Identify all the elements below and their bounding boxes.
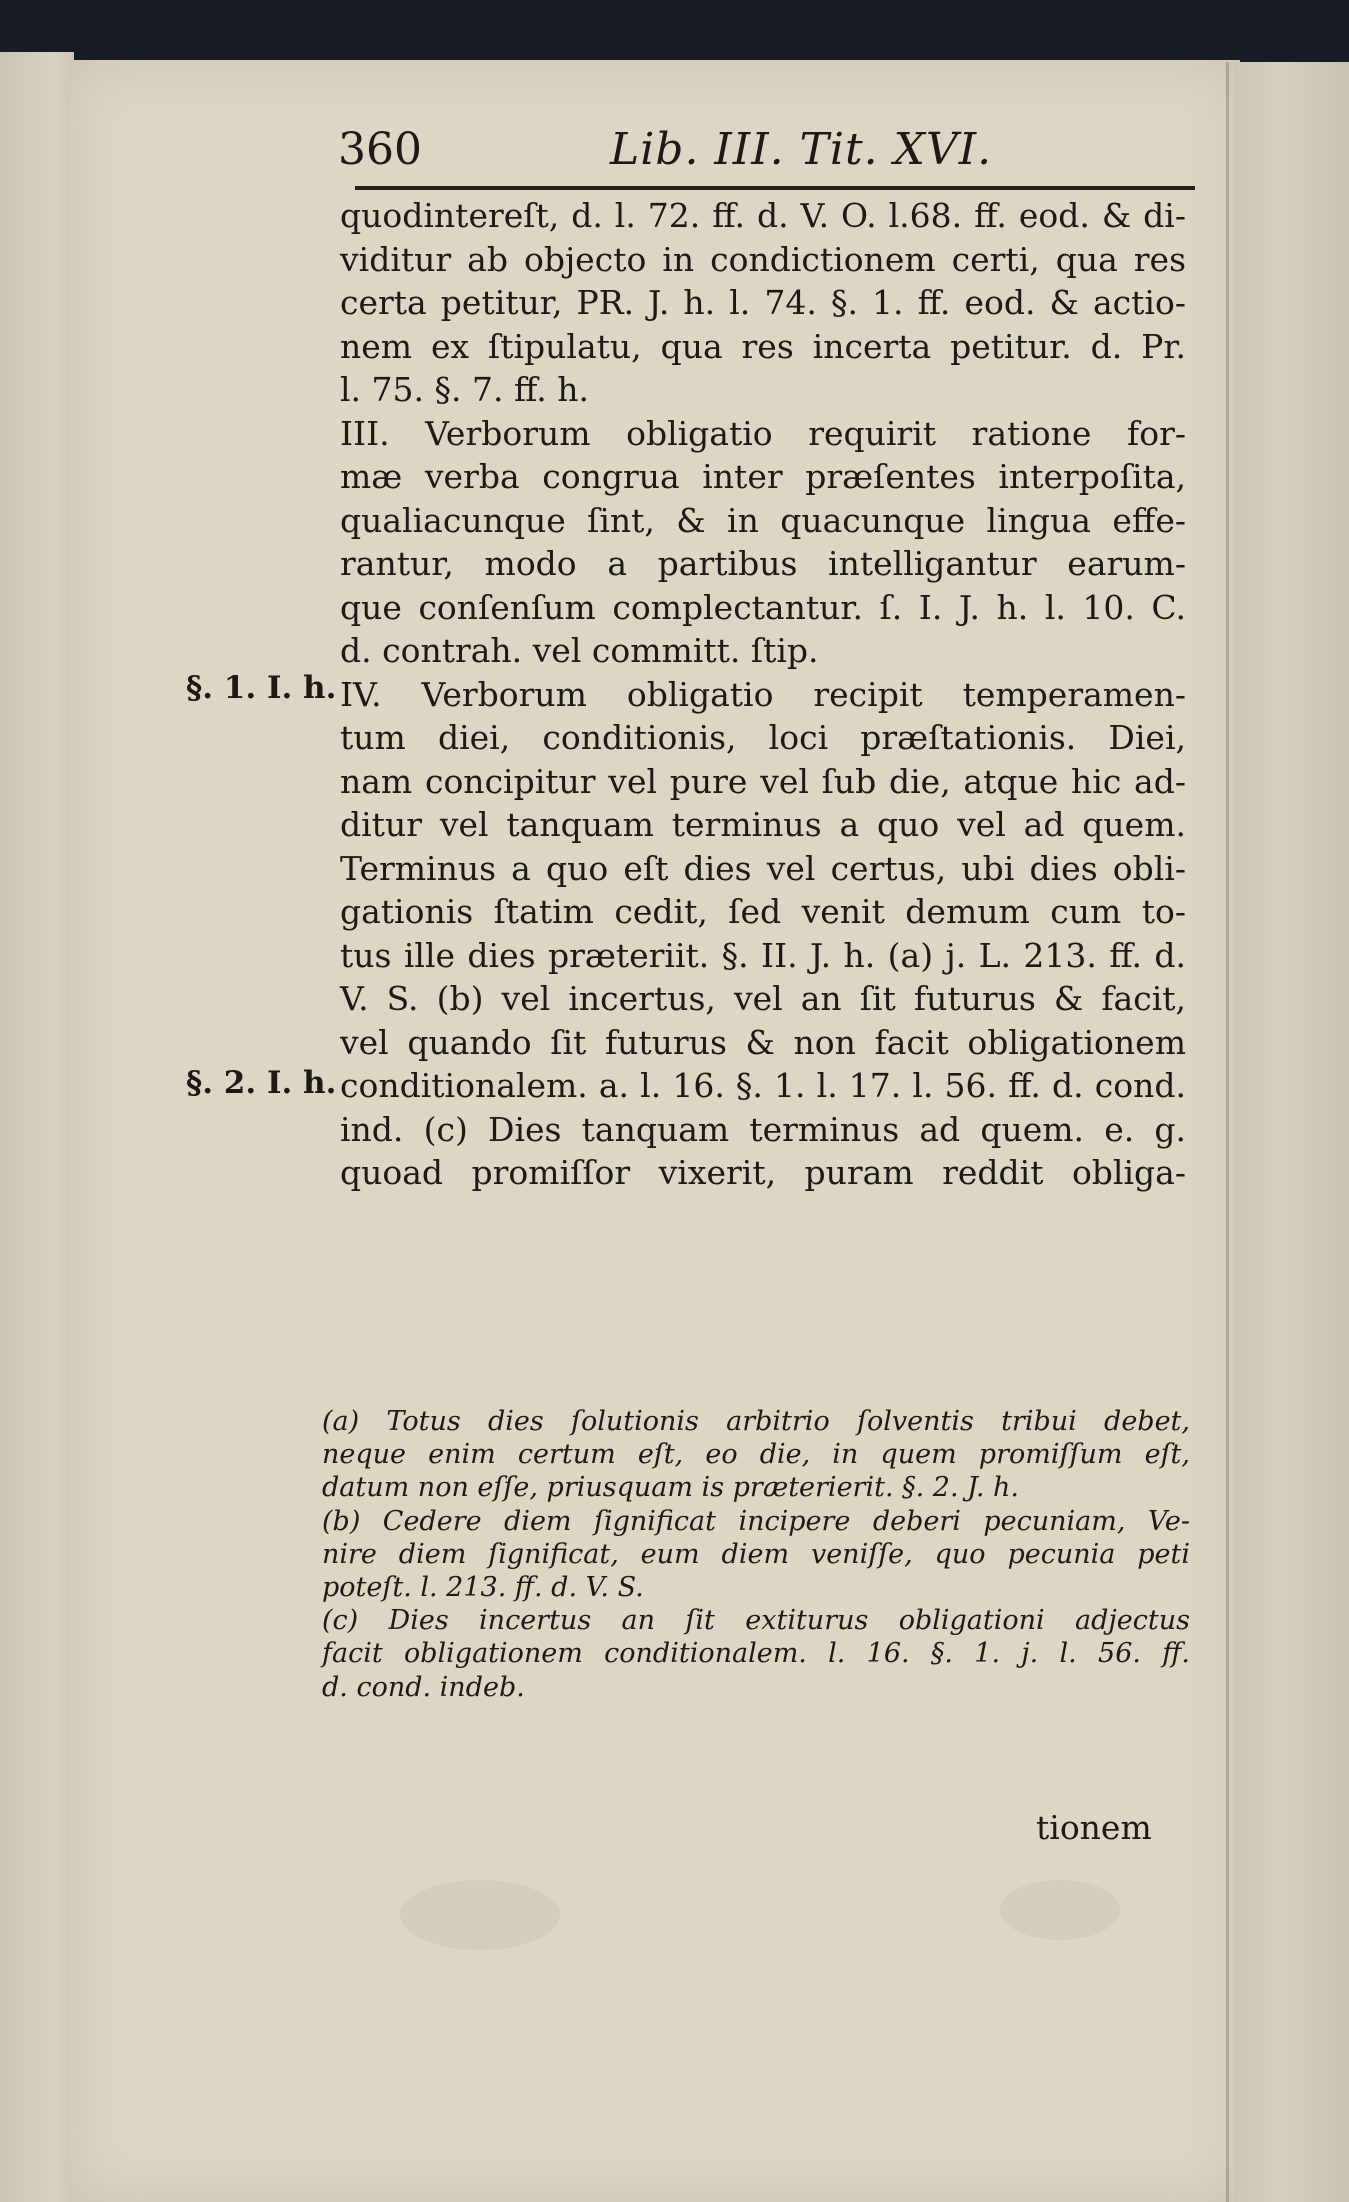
body-text — [340, 194, 1186, 1195]
body-line: vel quando ſit futurus & non facit obligationem — [340, 1022, 1186, 1062]
body-line: mæ verba congrua inter præſentes interpoſita, — [340, 457, 1186, 496]
body-line: V. S. (b) vel incertus, vel an ſit futurus & facit, — [340, 979, 1186, 1018]
page-number: 360 — [338, 124, 422, 175]
body-line: l. 75. §. 7. ff. h. — [340, 370, 589, 409]
body-line: quodintereſt, d. l. 72. ff. d. V. O. l.68. ff. eod. & di- — [340, 196, 1186, 235]
paper-stain — [1000, 1880, 1120, 1940]
body-line: que conſenſum complectantur. ſ. I. J. h. l. 10. C. — [340, 587, 1186, 627]
footnote-line: (b) Cedere diem ſignificat incipere deberi pecuniam, Ve- — [322, 1505, 1190, 1537]
footnote-line: poteſt. l. 213. ff. d. V. S. — [322, 1571, 644, 1603]
body-line: conditionalem. a. l. 16. §. 1. l. 17. l. 56. ff. d. cond. — [340, 1066, 1186, 1105]
body-line: III. Verborum obligatio requirit ratione for- — [340, 413, 1186, 453]
margin-note: §. 2. I. h. — [186, 1065, 337, 1101]
footnotes — [322, 1405, 1190, 1704]
right-page-edge — [1234, 62, 1349, 2202]
header-rule — [355, 186, 1195, 190]
catchword: tionem — [1036, 1808, 1152, 1847]
body-line: tum diei, conditionis, loci præſtationis. Diei, — [340, 718, 1186, 757]
body-line: Terminus a quo eſt dies vel certus, ubi dies obli- — [340, 848, 1186, 888]
footnote-line: (c) Dies incertus an ſit extiturus obligationi adjectus — [322, 1605, 1190, 1637]
left-page-edge — [0, 52, 74, 2202]
scan-top-border — [0, 0, 1349, 64]
footnote-line: nire diem ſignificat, eum diem veniſſe, quo pecunia peti — [322, 1538, 1190, 1570]
running-head: Lib. III. Tit. XVI. — [610, 124, 993, 175]
page-gutter-line — [1226, 62, 1229, 2202]
body-line: tus ille dies præteriit. §. II. J. h. (a) j. L. 213. ff. d. — [340, 935, 1186, 975]
body-line: certa petitur, PR. J. h. l. 74. §. 1. ff. eod. & actio- — [340, 283, 1186, 322]
body-line: gationis ſtatim cedit, ſed venit demum cum to- — [340, 892, 1186, 931]
body-line: IV. Verborum obligatio recipit temperamen- — [340, 674, 1186, 714]
paper-stain — [400, 1880, 560, 1950]
body-line: viditur ab objecto in condictionem certi, qua res — [340, 239, 1186, 279]
footnote-line: neque enim certum eſt, eo die, in quem promiſſum eſt, — [322, 1439, 1190, 1471]
footnote-line: facit obligationem conditionalem. l. 16. §. 1. j. l. 56. ff. — [322, 1638, 1190, 1670]
footnote-line: d. cond. indeb. — [322, 1671, 525, 1703]
body-line: d. contrah. vel committ. ſtip. — [340, 631, 819, 670]
body-line: nam concipitur vel pure vel ſub die, atque hic ad- — [340, 761, 1186, 801]
body-line: qualiacunque ſint, & in quacunque lingua effe- — [340, 500, 1186, 540]
body-line: nem ex ſtipulatu, qua res incerta petitur. d. Pr. — [340, 326, 1186, 366]
body-line: rantur, modo a partibus intelligantur earum- — [340, 544, 1186, 583]
body-line: ind. (c) Dies tanquam terminus ad quem. e. g. — [340, 1109, 1186, 1149]
footnote-line: (a) Totus dies ſolutionis arbitrio ſolventis tribui debet, — [322, 1406, 1190, 1437]
body-line: quoad promiſſor vixerit, puram reddit obliga- — [340, 1153, 1186, 1192]
margin-note: §. 1. I. h. — [186, 670, 337, 706]
footnote-line: datum non eſſe, priusquam is præterierit. §. 2. J. h. — [322, 1472, 1019, 1504]
body-line: ditur vel tanquam terminus a quo vel ad quem. — [340, 805, 1186, 844]
